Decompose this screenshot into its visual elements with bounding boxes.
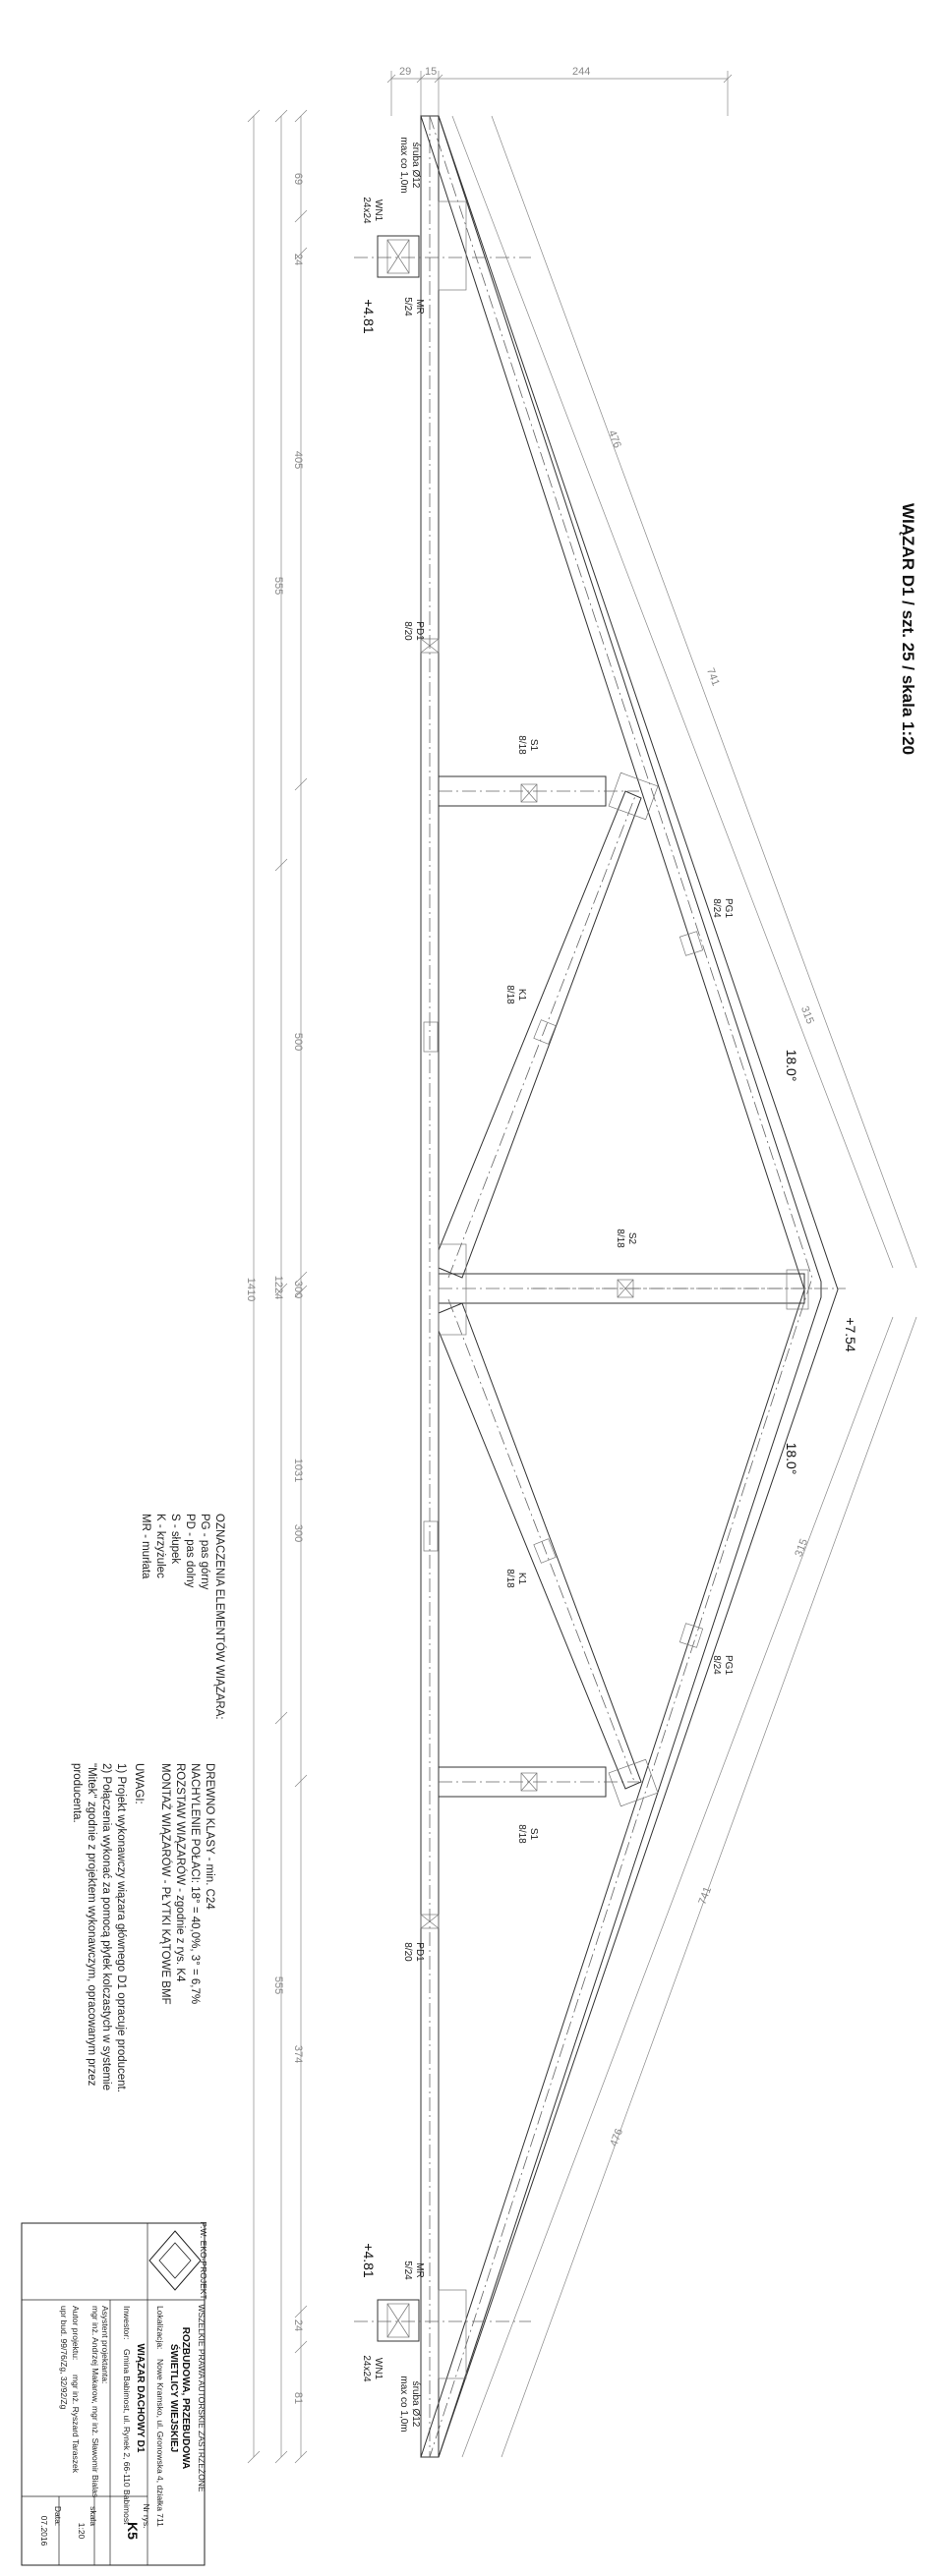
member-labels: [361, 137, 858, 2432]
dim-476a: 476: [605, 429, 623, 450]
anchor-label-2: max co 1,0m: [398, 137, 409, 194]
k1-size-lower: 8/18: [504, 1569, 515, 1588]
spec-3: ROZSTAW WIĄZARÓW - zgodnie z rys. K4: [174, 1763, 186, 1982]
tb-date: 07.2016: [39, 2515, 49, 2547]
legend-heading: OZNACZENIA ELEMENTÓW WIĄZARA:: [213, 1514, 225, 1720]
pd1-size-upper: 8/20: [402, 621, 413, 641]
tb-assistant-label: Asystent projektanta:: [100, 2306, 110, 2384]
s1-name-upper: S1: [528, 738, 539, 752]
anchor-label-4: max co 1,0m: [398, 2376, 409, 2433]
pg1-size-lower: 8/24: [711, 1655, 722, 1675]
legend-block: [140, 1514, 226, 1720]
legend-item-4: K - krzyżulec: [154, 1514, 166, 1578]
firm-logo: [149, 2231, 201, 2290]
dim-24a: 24: [292, 253, 304, 266]
pg1-name-lower: PG1: [723, 1654, 734, 1676]
k1-name-upper: K1: [516, 988, 527, 1002]
elevation-upper: +4.81: [361, 299, 377, 334]
left-dimensions: [245, 110, 307, 2463]
mr-name-lower: MR: [414, 2262, 425, 2278]
dim-81: 81: [292, 2391, 304, 2405]
tb-scale: 1:20: [77, 2522, 87, 2540]
k1-name-lower: K1: [516, 1572, 527, 1585]
remark-2: 2) Połączenia wykonać za pomocą płytek kolczastych w systemie: [100, 1763, 112, 2091]
wn1-size-lower: 24x24: [361, 2355, 372, 2382]
wn1-name-lower: WN1: [373, 2357, 384, 2380]
anchor-label-3: śruba Ø12: [410, 2380, 421, 2428]
dim-top-15: 15: [425, 66, 438, 78]
title-block: [22, 2221, 208, 2565]
pd1-name-lower: PD1: [414, 1942, 425, 1962]
s2-name: S2: [626, 1231, 637, 1245]
tb-copyright: WSZELKIE PRAWA AUTORSKIE ZASTRZEŻONE: [197, 2304, 206, 2492]
tb-firm: P.W. EKO-PROJEKT: [199, 2221, 208, 2300]
mr-size-upper: 5/24: [402, 297, 413, 316]
tb-sheet-label: Nr rys.: [142, 2503, 151, 2529]
dim-24b: 24: [292, 2318, 304, 2332]
wall-plate-lower: [354, 2300, 531, 2341]
slope-upper: 18.0°: [784, 1049, 799, 1082]
s2-size: 8/18: [615, 1229, 625, 1248]
remark-3: "Mitek" zgodnie z projektem wykonawczym, opracowanym przez: [86, 1763, 97, 2087]
slope-lower: 18.0°: [784, 1442, 799, 1475]
k1-size-upper: 8/18: [504, 985, 515, 1004]
spec-1: DREWNO KLASY - min. C24: [204, 1763, 215, 1910]
remark-4: producenta.: [71, 1763, 83, 1823]
pd1-size-lower: 8/20: [402, 1942, 413, 1962]
dim-300b: 300: [292, 1523, 304, 1543]
spec-2: NACHYLENIE POŁACI: 18° = 40,0%, 3° = 6,7%: [189, 1763, 201, 2005]
dim-1031: 1031: [292, 1458, 304, 1483]
tb-investor-label: Inwestor:: [122, 2306, 132, 2340]
dim-315a: 315: [797, 1004, 816, 1026]
remark-1: 1) Projekt wykonawczy wiązara głównego D1 opracuje producent.: [115, 1763, 127, 2092]
tb-drawing-title: WIĄZAR DACHOWY D1: [135, 2343, 146, 2453]
rafter-dimensions: [452, 116, 916, 2457]
s1-size-lower: 8/18: [516, 1824, 527, 1844]
remarks-heading: UWAGI:: [133, 1763, 145, 1804]
specs-block: [71, 1763, 215, 2092]
legend-item-5: MR - murłata: [140, 1514, 151, 1579]
s1-size-upper: 8/18: [516, 735, 527, 755]
dim-300a: 300: [292, 1280, 304, 1299]
elevation-lower: +4.81: [361, 2243, 377, 2278]
mr-size-lower: 5/24: [402, 2261, 413, 2280]
dim-476b: 476: [608, 2127, 626, 2148]
section-markers: [421, 639, 703, 1928]
legend-item-3: S - słupek: [169, 1514, 181, 1565]
tb-author-label: Autor projektu:: [71, 2306, 81, 2361]
dim-374: 374: [292, 2044, 304, 2064]
legend-item-1: PG - pas górny: [199, 1514, 210, 1590]
legend-item-2: PD - pas dolny: [184, 1514, 196, 1588]
diagonal-k1-upper: [439, 791, 641, 1278]
tb-scale-label: skala: [88, 2506, 98, 2526]
dim-405: 405: [292, 450, 304, 470]
dim-555a: 555: [272, 576, 284, 596]
dim-741a: 741: [703, 666, 722, 688]
dim-555b: 555: [272, 1975, 284, 1995]
wn1-name-upper: WN1: [373, 199, 384, 222]
dim-500: 500: [292, 1032, 304, 1052]
dim-315b: 315: [793, 1537, 811, 1559]
tb-investor: Gmina Babimost, ul. Rynek 2, 66-110 Babimost: [122, 2349, 132, 2525]
dim-1224: 1224: [272, 1275, 284, 1300]
top-dimension: [387, 66, 732, 116]
tb-location-label: Lokalizacja:: [155, 2306, 165, 2350]
pg1-name-upper: PG1: [723, 897, 734, 919]
anchor-label-1: śruba Ø12: [410, 142, 421, 189]
mr-name-upper: MR: [414, 299, 425, 315]
tb-author: mgr inż. Ryszard Taraszek: [71, 2375, 81, 2473]
wn1-size-upper: 24x24: [361, 197, 372, 224]
drawing-title: WIĄZAR D1 / szt. 25 / skala 1:20: [899, 502, 917, 756]
dim-top-29: 29: [399, 66, 412, 78]
truss: [354, 116, 846, 2457]
dim-1410: 1410: [245, 1277, 257, 1302]
pg1-size-upper: 8/24: [711, 898, 722, 918]
wall-plate-upper: [354, 236, 531, 277]
spec-4: MONTAŻ WIĄZARÓW - PŁYTKI KĄTOWE BMF: [159, 1763, 171, 2005]
elevation-ridge: +7.54: [843, 1317, 858, 1352]
diagonal-k1-lower: [439, 1303, 641, 1789]
tb-assistant: mgr inż. Andrzej Makarow, mgr inż. Sławomir Bialas: [90, 2306, 100, 2498]
dim-69: 69: [292, 172, 304, 186]
dim-top-244: 244: [572, 66, 591, 78]
tb-project-1: ROZBUDOWA, PRZEBUDOWA: [180, 2326, 191, 2470]
s1-name-lower: S1: [528, 1827, 539, 1841]
tb-location: Nowe Kramsko, ul. Gronowska 4, działka 711: [155, 2359, 165, 2527]
pd1-name-upper: PD1: [414, 621, 425, 641]
tb-sheet-no: K5: [125, 2522, 141, 2540]
tb-author-license: upr bud. 99/76/Zg, 32/92/Zg: [59, 2306, 69, 2410]
tb-date-label: Data:: [53, 2505, 63, 2527]
dim-741b: 741: [696, 1885, 715, 1907]
tb-project-2: ŚWIETLICY WIEJSKIEJ: [168, 2343, 179, 2453]
